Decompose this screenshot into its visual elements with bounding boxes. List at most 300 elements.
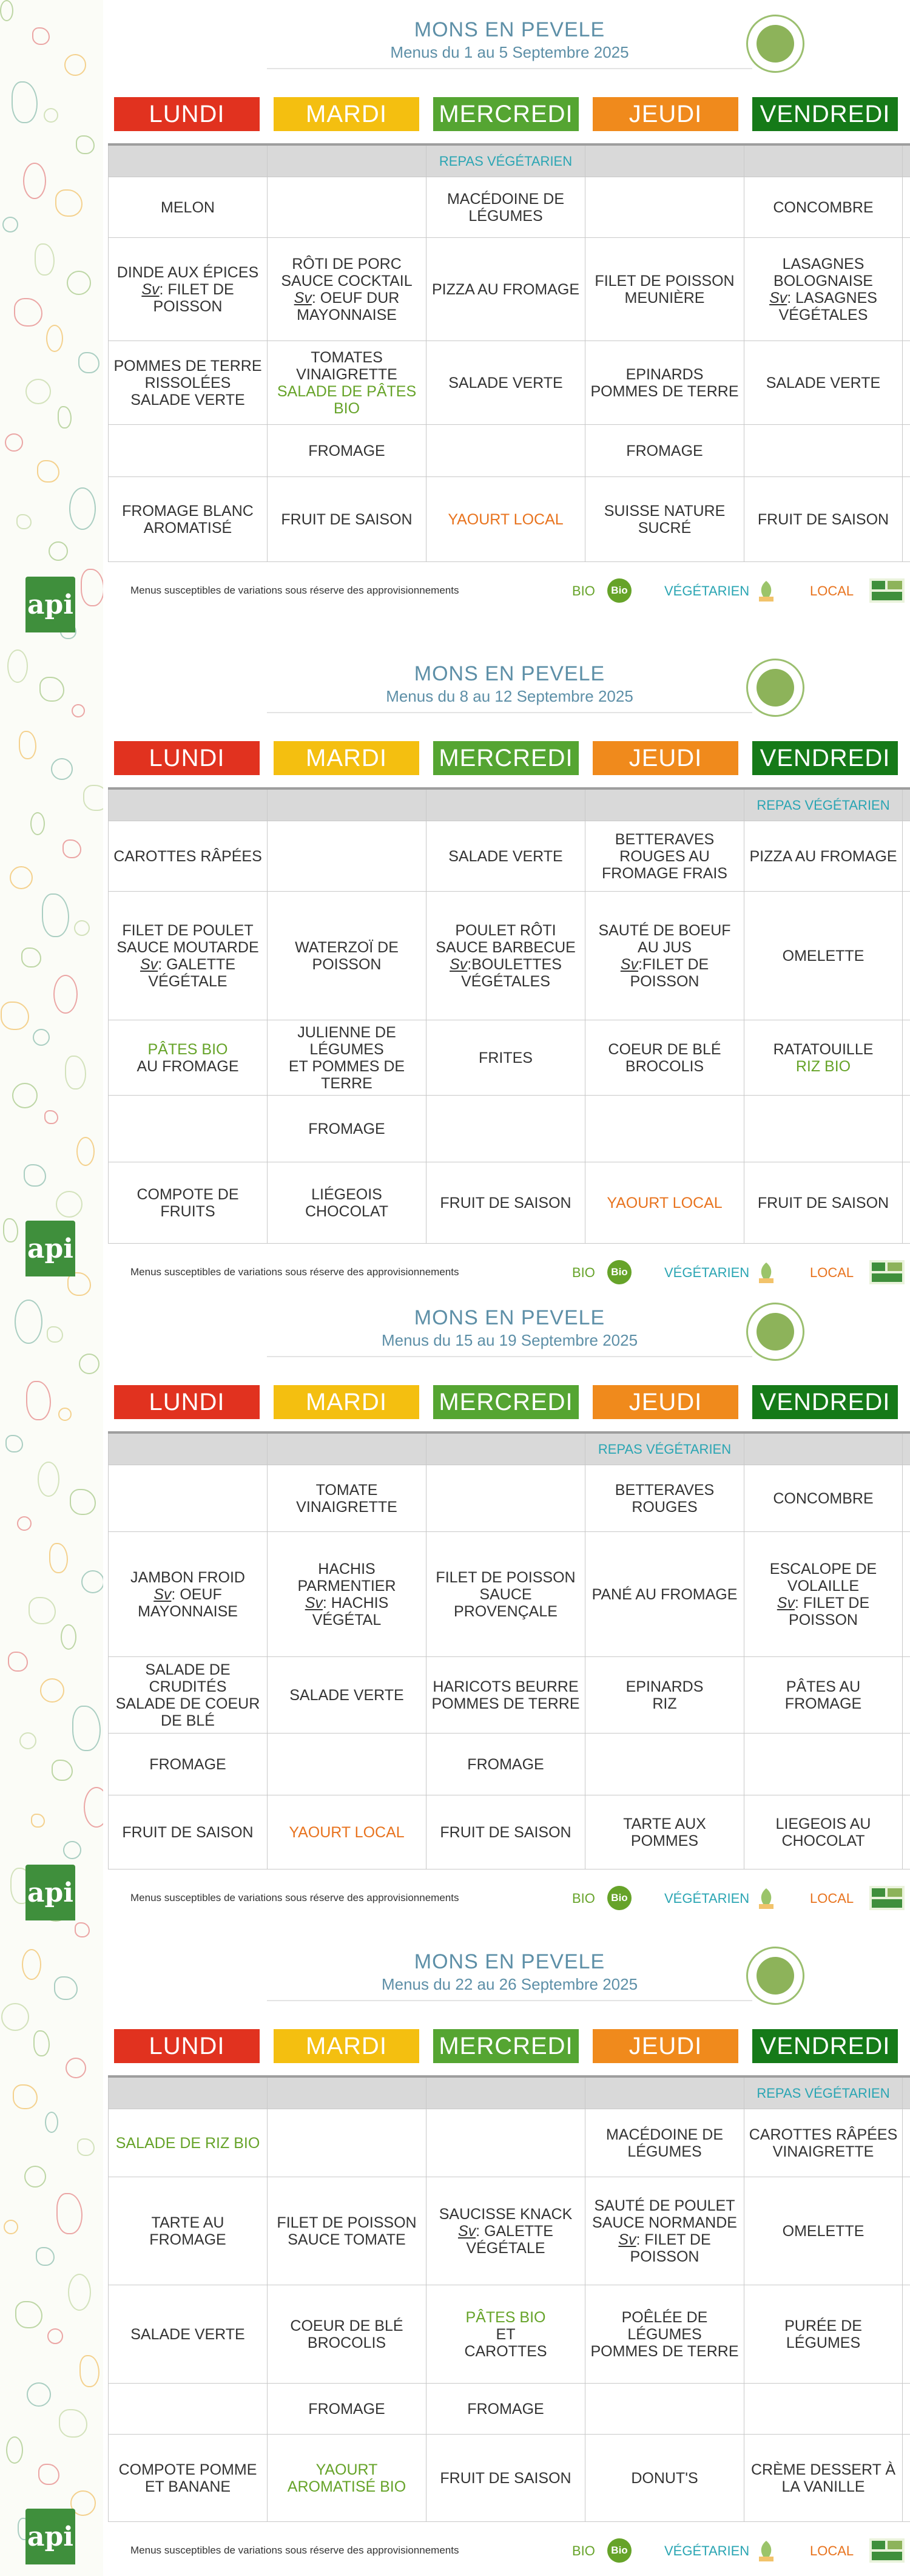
day-lundi: LUNDI (114, 1385, 260, 1419)
menu-cell (585, 2109, 744, 2177)
dish-text (602, 831, 727, 882)
dish-line: LÉGUMES (627, 2143, 702, 2160)
dish-line: SAUCE MOUTARDE (116, 938, 259, 956)
vegetable-doodle-icon (10, 866, 33, 889)
table-header-row (108, 787, 910, 821)
menu-cell (267, 477, 426, 561)
dish-line: PÂTES BIO (147, 1040, 228, 1058)
legend-vegetarian: VÉGÉTARIEN (664, 1265, 750, 1280)
dish-line: TARTE AUX (623, 1815, 706, 1832)
menu-cell (585, 2435, 744, 2521)
dish-line: FRUIT DE SAISON (122, 1823, 254, 1841)
dish-line: FROMAGE (308, 1120, 385, 1137)
dish-line: SAUCE (479, 1585, 532, 1603)
menu-cell (744, 1162, 903, 1243)
dish-text (440, 1824, 571, 1841)
vegetable-doodle-icon (79, 1354, 99, 1374)
vegetable-doodle-icon (72, 1706, 101, 1751)
menu-cell (108, 425, 267, 476)
dish-text (289, 1687, 404, 1704)
menu-cell (108, 1020, 267, 1095)
vegetable-doodle-icon (38, 2464, 59, 2485)
day-jeudi: JEUDI (593, 741, 738, 775)
vegetable-doodle-icon (1, 2003, 29, 2031)
dish-line: SALADE VERTE (766, 374, 881, 391)
dish-line: FRUIT DE SAISON (281, 510, 413, 528)
dish-line: MAYONNAISE (297, 306, 397, 324)
table-row (108, 2384, 910, 2435)
menu-cell (744, 2177, 903, 2285)
menu-cell (744, 1734, 903, 1795)
local-icon (869, 1886, 905, 1910)
seal-icon (746, 1947, 804, 2005)
dish-line: FROMAGE FRAIS (602, 864, 727, 882)
menu-cell (585, 477, 744, 561)
dish-line: Sv: GALETTE (457, 2222, 553, 2240)
dish-text (149, 1756, 226, 1773)
dish-text (277, 2214, 416, 2248)
table-header-row (108, 2075, 910, 2109)
header-cell (744, 146, 903, 177)
dish-text (448, 375, 563, 391)
dish-line: FILET DE POISSON (277, 2214, 417, 2231)
dish-text (308, 2401, 385, 2418)
menu-cell (744, 821, 903, 891)
menu-cell (744, 1020, 903, 1095)
menu-table (108, 143, 910, 562)
dish-text (130, 1569, 245, 1620)
dish-line: TERRE (321, 1074, 372, 1092)
table-row (108, 477, 910, 562)
dish-text (590, 366, 738, 400)
dish-line: EPINARDS (625, 365, 704, 383)
vegetable-doodle-icon (69, 487, 96, 530)
vegetable-doodle-icon (56, 2193, 83, 2235)
legend-note: Menus susceptibles de variations sous réserve des approvisionnements (130, 585, 459, 596)
dish-line: SAUTÉ DE POULET (594, 2197, 735, 2214)
legend-bio: BIO (572, 1265, 595, 1280)
menu-cell (744, 1465, 903, 1531)
vegetable-doodle-icon (76, 1137, 95, 1166)
header-cell (744, 790, 903, 821)
dish-line: JAMBON FROID (130, 1568, 245, 1586)
header-cell (108, 146, 267, 177)
dish-line: BROCOLIS (307, 2334, 386, 2351)
menu-cell (426, 2435, 585, 2521)
menu-cell (267, 821, 426, 891)
table-row (108, 1657, 910, 1734)
dish-line: VÉGÉTALE (148, 972, 228, 990)
menu-cell (744, 1795, 903, 1869)
menu-dates: Menus du 22 au 26 Septembre 2025 (381, 1975, 638, 1993)
week-menu-1 (103, 0, 910, 643)
vegetable-doodle-icon (12, 81, 38, 123)
vegetable-doodle-icon (65, 1056, 86, 1090)
seal-icon (746, 659, 804, 717)
menu-dates: Menus du 15 au 19 Septembre 2025 (381, 1331, 638, 1349)
dish-text (439, 2206, 573, 2257)
dish-text (615, 1482, 714, 1516)
table-row (108, 2177, 910, 2285)
vegetable-doodle-icon (76, 135, 95, 154)
dish-line: LASAGNES (782, 255, 864, 273)
vegetable-doodle-icon (67, 271, 91, 295)
dish-line: SALADE DE PÂTES (277, 382, 417, 400)
menu-cell (744, 341, 903, 424)
menu-cell (585, 1096, 744, 1162)
dish-line: SALADE VERTE (289, 1686, 404, 1704)
table-row (108, 1465, 910, 1532)
dish-text (448, 848, 563, 865)
table-row (108, 2285, 910, 2384)
menu-cell (585, 821, 744, 891)
vegetable-doodle-icon (72, 704, 85, 717)
vegetable-doodle-icon (74, 920, 90, 936)
header-cell (585, 146, 744, 177)
api-logo: api (25, 2509, 75, 2564)
dish-text (769, 256, 877, 324)
day-header-bar (114, 741, 910, 775)
dish-line: POISSON (630, 972, 699, 990)
vegetable-doodle-icon (15, 2301, 42, 2328)
dish-text (608, 1041, 721, 1075)
vegetable-doodle-icon (44, 1110, 58, 1124)
dish-text (773, 199, 873, 216)
menu-cell (426, 425, 585, 476)
dish-line: ROUGES AU (619, 847, 710, 865)
dish-text (467, 1756, 544, 1773)
apple-icon (757, 669, 794, 707)
vegetable-doodle-icon (47, 2328, 63, 2344)
week-menu-2 (103, 644, 910, 1287)
dish-line: FRUIT DE SAISON (757, 1194, 889, 1212)
vegetable-doodle-icon (31, 1814, 45, 1828)
header-cell (585, 1434, 744, 1465)
vegetable-doodle-icon (5, 433, 23, 452)
menu-cell (585, 1657, 744, 1733)
legend-bio: BIO (572, 2543, 595, 2558)
dish-line: FRUIT DE SAISON (757, 510, 889, 528)
day-header-bar (114, 97, 910, 131)
dish-text (116, 2135, 260, 2152)
dish-text (288, 2461, 406, 2495)
menu-cell (585, 1162, 744, 1243)
dish-text (758, 1195, 889, 1212)
dish-line: HACHIS (318, 1560, 376, 1578)
dish-text (113, 848, 262, 865)
dish-line: Sv: HACHIS (305, 1594, 389, 1612)
dish-line: VOLAILLE (787, 1577, 860, 1595)
dish-text (607, 1195, 722, 1212)
day-mercredi: MERCREDI (433, 97, 579, 131)
dish-text (116, 922, 258, 990)
vegetable-doodle-icon (4, 2220, 18, 2234)
menu-cell (426, 341, 585, 424)
vegetable-doodle-icon (35, 243, 55, 276)
dish-line: RISSOLÉES (144, 374, 231, 391)
dish-text (749, 2126, 898, 2160)
dish-text (447, 191, 564, 225)
menu-cell (108, 1657, 267, 1733)
menu-cell (108, 1734, 267, 1795)
table-row (108, 177, 910, 238)
vegetable-doodle-icon (5, 1435, 23, 1452)
vegetable-doodle-icon (68, 2274, 91, 2311)
bio-icon: Bio (607, 578, 632, 603)
dish-line: PÂTES AU FROMAGE (784, 1678, 862, 1712)
dish-line: POMMES DE TERRE (590, 2342, 739, 2360)
dish-line: PANÉ AU FROMAGE (592, 1585, 738, 1603)
table-row (108, 2109, 910, 2177)
dish-line: YAOURT (315, 2461, 378, 2478)
table-row (108, 341, 910, 425)
header-cell (108, 790, 267, 821)
menu-cell (585, 892, 744, 1020)
vegetable-doodle-icon (66, 2058, 86, 2078)
dish-line: COEUR DE BLÉ (608, 1040, 721, 1058)
dish-line: POMMES DE TERRE (113, 357, 262, 375)
menu-cell (744, 2109, 903, 2177)
dish-line: MAYONNAISE (138, 1602, 238, 1620)
vegetable-doodle-icon (62, 839, 81, 858)
vegetable-doodle-icon (79, 2355, 99, 2387)
menu-dates: Menus du 8 au 12 Septembre 2025 (386, 687, 633, 705)
menu-cell (426, 1795, 585, 1869)
menu-cell (108, 477, 267, 561)
dish-line: VÉGÉTALES (778, 306, 868, 324)
menu-cell (585, 2384, 744, 2434)
dish-line: OMELETTE (782, 2222, 864, 2240)
vegetable-doodle-icon (45, 2112, 58, 2133)
vegetable-doodle-icon (53, 975, 78, 1014)
menu-table (108, 787, 910, 1244)
dish-line: SALADE DE COEUR (115, 1695, 260, 1712)
vegetable-doodle-icon (77, 2138, 95, 2156)
dish-text (112, 2214, 263, 2248)
dish-line: FILET DE POISSON (595, 272, 735, 290)
dish-line: RIZ BIO (795, 1057, 851, 1075)
apple-icon (757, 1957, 794, 1995)
vegetable-doodle-icon (24, 2166, 46, 2188)
apple-icon (757, 1313, 794, 1351)
dish-text (281, 256, 412, 324)
menu-cell (426, 2109, 585, 2177)
menu-cell (108, 177, 267, 237)
menu-cell (267, 2285, 426, 2383)
dish-line: YAOURT LOCAL (289, 1823, 405, 1841)
table-row (108, 1734, 910, 1795)
dish-line: LA VANILLE (781, 2478, 865, 2495)
vegetable-doodle-icon (30, 812, 45, 835)
dish-line: VINAIGRETTE (296, 1498, 397, 1516)
dish-text (440, 1195, 571, 1212)
header-cell (585, 790, 744, 821)
legend-local: LOCAL (810, 2543, 854, 2558)
menu-cell (267, 1657, 426, 1733)
bio-icon: Bio (607, 2538, 632, 2563)
header-cell (267, 2078, 426, 2109)
dish-text (595, 273, 734, 307)
dish-line: ROUGES (632, 1498, 698, 1516)
dish-line: VINAIGRETTE (296, 365, 397, 383)
menu-cell (426, 892, 585, 1020)
menu-cell (426, 1532, 585, 1656)
dish-line: FILET DE POULET (122, 921, 254, 939)
menu-cell (108, 1532, 267, 1656)
day-mercredi: MERCREDI (433, 2029, 579, 2063)
menu-cell (267, 1020, 426, 1095)
menu-cell (744, 1657, 903, 1733)
header-cell (426, 1434, 585, 1465)
table-header-row (108, 143, 910, 177)
dish-line: CAROTTES RÂPÉES (749, 2126, 898, 2143)
seal-icon (746, 15, 804, 73)
dish-line: BETTERAVES (615, 830, 715, 848)
dish-text (122, 1824, 253, 1841)
dish-line: TOMATE (315, 1481, 378, 1499)
vegetable-doodle-icon (51, 758, 73, 780)
menu-cell (267, 1795, 426, 1869)
dish-text (479, 1049, 533, 1066)
dish-line: BOLOGNAISE (774, 272, 873, 290)
vegetable-doodle-icon (75, 1922, 90, 1937)
header-cell (744, 2078, 903, 2109)
dish-line: DE BLÉ (161, 1712, 215, 1729)
day-lundi: LUNDI (114, 741, 260, 775)
dish-line: RATATOUILLE (773, 1040, 874, 1058)
vegetable-doodle-icon (23, 163, 46, 200)
divider (267, 2000, 752, 2001)
vegetable-doodle-icon (58, 1408, 72, 1421)
vegetable-doodle-icon (15, 1300, 42, 1344)
dish-line: CRÈME DESSERT À (750, 2461, 896, 2478)
dish-text (773, 1490, 873, 1507)
dish-text (751, 2461, 895, 2495)
vegetable-doodle-icon (55, 189, 83, 217)
day-vendredi: VENDREDI (752, 2029, 898, 2063)
dish-line: SAUTÉ DE BOEUF (598, 921, 731, 939)
dish-line: YAOURT LOCAL (448, 510, 564, 528)
dish-text (448, 511, 563, 528)
menu-table (108, 1431, 910, 1869)
dish-text (297, 1561, 396, 1629)
menu-cell (585, 2285, 744, 2383)
dish-line: PURÉE DE LÉGUMES (784, 2317, 862, 2351)
day-mardi: MARDI (274, 741, 419, 775)
dish-line: DINDE AUX ÉPICES (116, 263, 259, 281)
dish-text (626, 1678, 704, 1712)
dish-text (122, 503, 254, 537)
dish-line: LÉGUMES (627, 2325, 702, 2343)
dish-line: FROMAGE (467, 2400, 544, 2418)
dish-text (112, 1186, 263, 1220)
api-logo: api (25, 577, 75, 632)
menu-cell (108, 2384, 267, 2434)
vegetarian-icon (755, 1260, 777, 1284)
vegetable-doodle-icon (56, 1191, 83, 1218)
dish-text (783, 947, 864, 964)
menu-cell (585, 1020, 744, 1095)
dish-line: FROMAGE (626, 442, 703, 459)
dish-line: MELON (161, 198, 215, 216)
table-row (108, 1020, 910, 1096)
day-mardi: MARDI (274, 97, 419, 131)
dish-line: Sv: FILET DE POISSON (141, 280, 234, 315)
dish-line: AU JUS (638, 938, 692, 956)
dish-text (598, 922, 730, 990)
vegetable-doodle-icon (78, 352, 99, 373)
header-cell (108, 1434, 267, 1465)
dish-line: Sv: LASAGNES (769, 289, 877, 307)
vegetable-doodle-icon (22, 1949, 41, 1980)
dish-line: Sv: OEUF DUR (294, 289, 400, 307)
menu-cell (585, 238, 744, 341)
menu-cell (744, 1532, 903, 1656)
dish-line: FROMAGE BLANC (122, 502, 254, 520)
vegetarian-label: REPAS VÉGÉTARIEN (757, 2085, 890, 2101)
dish-line: SALADE VERTE (448, 374, 563, 391)
dish-text (112, 1661, 263, 1729)
vegetable-doodle-icon (7, 649, 28, 682)
vegetable-doodle-icon (39, 677, 64, 702)
menu-cell (744, 2285, 903, 2383)
day-mercredi: MERCREDI (433, 1385, 579, 1419)
week-menu-3 (103, 1288, 910, 1931)
dish-line: FRUIT DE SAISON (440, 2469, 571, 2487)
dish-text (436, 1569, 575, 1620)
dish-text (440, 2470, 571, 2487)
menu-cell (108, 2435, 267, 2521)
legend-bio: BIO (572, 1891, 595, 1906)
menu-cell (585, 425, 744, 476)
dish-line: BIO (333, 399, 360, 417)
dish-line: ET POMMES DE (288, 1057, 405, 1075)
vegetarian-label: REPAS VÉGÉTARIEN (757, 797, 890, 813)
dish-text (277, 349, 416, 417)
table-row (108, 425, 910, 477)
school-name: MONS EN PEVELE (414, 662, 605, 685)
dish-text (770, 1561, 877, 1629)
vegetable-doodle-icon (25, 379, 51, 404)
dish-line: Sv: GALETTE (140, 955, 235, 973)
dish-line: Sv: FILET DE (777, 1594, 870, 1612)
week-header (267, 1306, 752, 1350)
menu-cell (426, 2177, 585, 2285)
dish-line: LIEGEOIS AU (775, 1815, 871, 1832)
vegetable-doodle-icon (36, 2247, 55, 2266)
table-row (108, 821, 910, 892)
table-row (108, 1532, 910, 1657)
dish-line: COMPOTE POMME (118, 2461, 257, 2478)
dish-line: SAUCE BARBECUE (436, 938, 576, 956)
menu-cell (267, 341, 426, 424)
dish-text (112, 264, 263, 315)
dish-line: RÔTI DE PORC (292, 255, 402, 273)
dish-text (308, 442, 385, 459)
dish-line: MACÉDOINE DE (447, 190, 565, 208)
dish-text (308, 1120, 385, 1137)
dish-text (748, 1678, 898, 1712)
vegetable-doodle-icon (81, 569, 103, 606)
table-row (108, 2435, 910, 2522)
vegetarian-icon (755, 2538, 777, 2563)
menu-cell (426, 477, 585, 561)
vegetable-doodle-icon (42, 893, 69, 937)
dish-line: BROCOLIS (625, 1057, 704, 1075)
header-cell (267, 1434, 426, 1465)
dish-line: OMELETTE (782, 947, 864, 964)
dish-line: YAOURT LOCAL (607, 1194, 723, 1212)
